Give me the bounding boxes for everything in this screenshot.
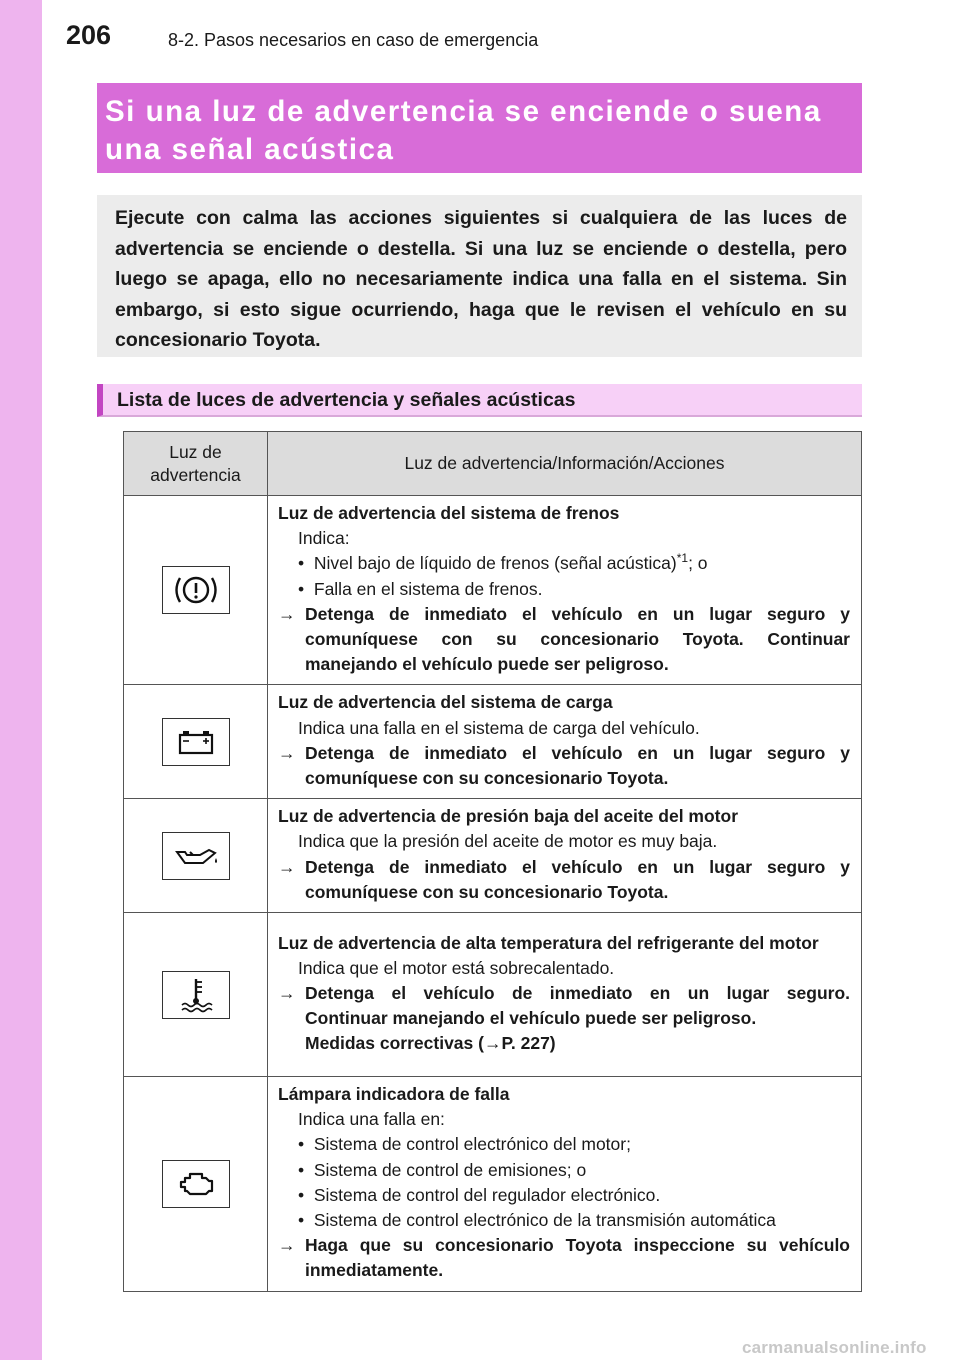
list-item-text: Nivel bajo de líquido de frenos (señal acústica) xyxy=(313,553,677,574)
warning-lights-table xyxy=(123,431,862,1292)
page-reference-link[interactable]: P. 227) xyxy=(501,1033,556,1054)
bullet-glyph: • xyxy=(298,553,305,574)
row-action xyxy=(278,1233,850,1283)
column-header-light-line-1: Luz de xyxy=(169,441,222,462)
page-number: 206 xyxy=(66,20,112,50)
row-action xyxy=(278,741,850,791)
row-body: Indica una falla en el sistema de carga del vehículo. xyxy=(298,717,700,738)
title-banner xyxy=(97,83,862,173)
row-body: Indica: xyxy=(298,528,350,549)
list-item-text: Sistema de control electrónico de la transmisión automática xyxy=(313,1210,776,1231)
row-action xyxy=(278,855,850,905)
list-item xyxy=(278,1183,850,1208)
column-header-info: Luz de advertencia/Información/Acciones xyxy=(268,432,862,496)
list-item xyxy=(278,1158,850,1183)
row-title: Luz de advertencia de alta temperatura del refrigerante del motor xyxy=(278,932,819,953)
footnote-mark: *1 xyxy=(676,551,689,566)
bullet-glyph: • xyxy=(298,1210,305,1231)
row-action xyxy=(278,981,850,1057)
row-title: Luz de advertencia del sistema de frenos xyxy=(278,503,620,523)
list-item-text: Sistema de control electrónico del motor; xyxy=(313,1134,631,1155)
banner-title-line-2: una señal acústica xyxy=(105,133,395,166)
bullet-glyph: • xyxy=(298,578,305,599)
row-title: Luz de advertencia del sistema de carga xyxy=(278,692,613,713)
list-item xyxy=(278,577,850,602)
row-action-line-2: Continuar manejando el vehículo puede ser peligroso. xyxy=(305,1008,757,1029)
row-action-line-1: Detenga el vehículo de inmediato en un lugar seguro. xyxy=(305,982,850,1003)
check-engine-icon xyxy=(162,1160,230,1208)
row-action-text: Detenga de inmediato el vehículo en un lugar seguro y comuníquese con su concesionario Toyota. xyxy=(305,742,850,789)
battery-icon xyxy=(162,718,230,766)
bullet-glyph: • xyxy=(298,1134,305,1155)
arrow-icon: → xyxy=(278,742,296,763)
page-reference-prefix: Medidas correctivas ( xyxy=(305,1033,484,1054)
page-reference-arrow: → xyxy=(483,1033,502,1054)
row-body: Indica que la presión del aceite de motor es muy baja. xyxy=(298,831,718,852)
bullet-glyph: • xyxy=(298,1159,305,1180)
row-action xyxy=(278,602,850,678)
list-item-text: Sistema de control de emisiones; o xyxy=(313,1159,587,1180)
list-heading: Lista de luces de advertencia y señales acústicas xyxy=(97,384,862,417)
brake-warning-icon xyxy=(162,566,230,614)
row-body: Indica que el motor está sobrecalentado. xyxy=(298,957,615,978)
row-action-text: Detenga de inmediato el vehículo en un lugar seguro y comuníquese con su concesionario Toyota. xyxy=(305,856,850,902)
row-title: Lámpara indicadora de falla xyxy=(278,1084,510,1105)
table-row xyxy=(124,496,862,685)
intro-box xyxy=(97,195,862,357)
bullet-glyph: • xyxy=(298,1184,305,1205)
column-header-light-line-2: advertencia xyxy=(150,464,241,485)
side-color-strip xyxy=(0,0,42,1360)
row-action-text: Detenga de inmediato el vehículo en un lugar seguro y comuníquese con su concesionario Toyota. Continuar manejando el vehículo puede ser peligroso. xyxy=(305,603,850,675)
list-item xyxy=(278,551,850,576)
row-action-text xyxy=(305,981,850,1057)
list-item-text: Sistema de control del regulador electrónico. xyxy=(313,1184,661,1205)
watermark: carmanualsonline.info xyxy=(742,1338,927,1357)
table-row xyxy=(124,913,862,1077)
arrow-icon: → xyxy=(278,603,296,624)
row-action-text: Haga que su concesionario Toyota inspeccione su vehículo inmediatamente. xyxy=(305,1235,850,1281)
column-header-light xyxy=(124,432,268,496)
table-header-row xyxy=(124,432,862,496)
list-item-text: Falla en el sistema de frenos. xyxy=(313,578,543,599)
row-action-line-3 xyxy=(305,1031,850,1056)
row-title: Luz de advertencia de presión baja del aceite del motor xyxy=(278,806,738,827)
oil-can-icon xyxy=(162,832,230,880)
table-row xyxy=(124,685,862,799)
list-item xyxy=(278,1132,850,1157)
table-row xyxy=(124,1077,862,1292)
table-row xyxy=(124,799,862,913)
arrow-icon: → xyxy=(278,856,296,877)
arrow-icon: → xyxy=(278,1235,296,1256)
list-item-suffix: ; o xyxy=(688,553,708,574)
coolant-temperature-icon xyxy=(162,971,230,1019)
intro-text: Ejecute con calma las acciones siguientes si cualquiera de las luces de advertencia se enciende o destella. Si una luz se enciende o destella, pero luego se apaga, ello no necesariamente indica una falla en el sistema. Sin embargo, si esto sigue ocurriendo, haga que le revisen el vehículo en su concesionario Toyota. xyxy=(115,207,847,352)
row-body: Indica una falla en: xyxy=(298,1109,445,1130)
section-label: 8-2. Pasos necesarios en caso de emergencia xyxy=(168,30,539,50)
arrow-icon: → xyxy=(278,982,296,1003)
banner-title-line-1: Si una luz de advertencia se enciende o suena xyxy=(105,95,822,128)
list-item xyxy=(278,1208,850,1233)
